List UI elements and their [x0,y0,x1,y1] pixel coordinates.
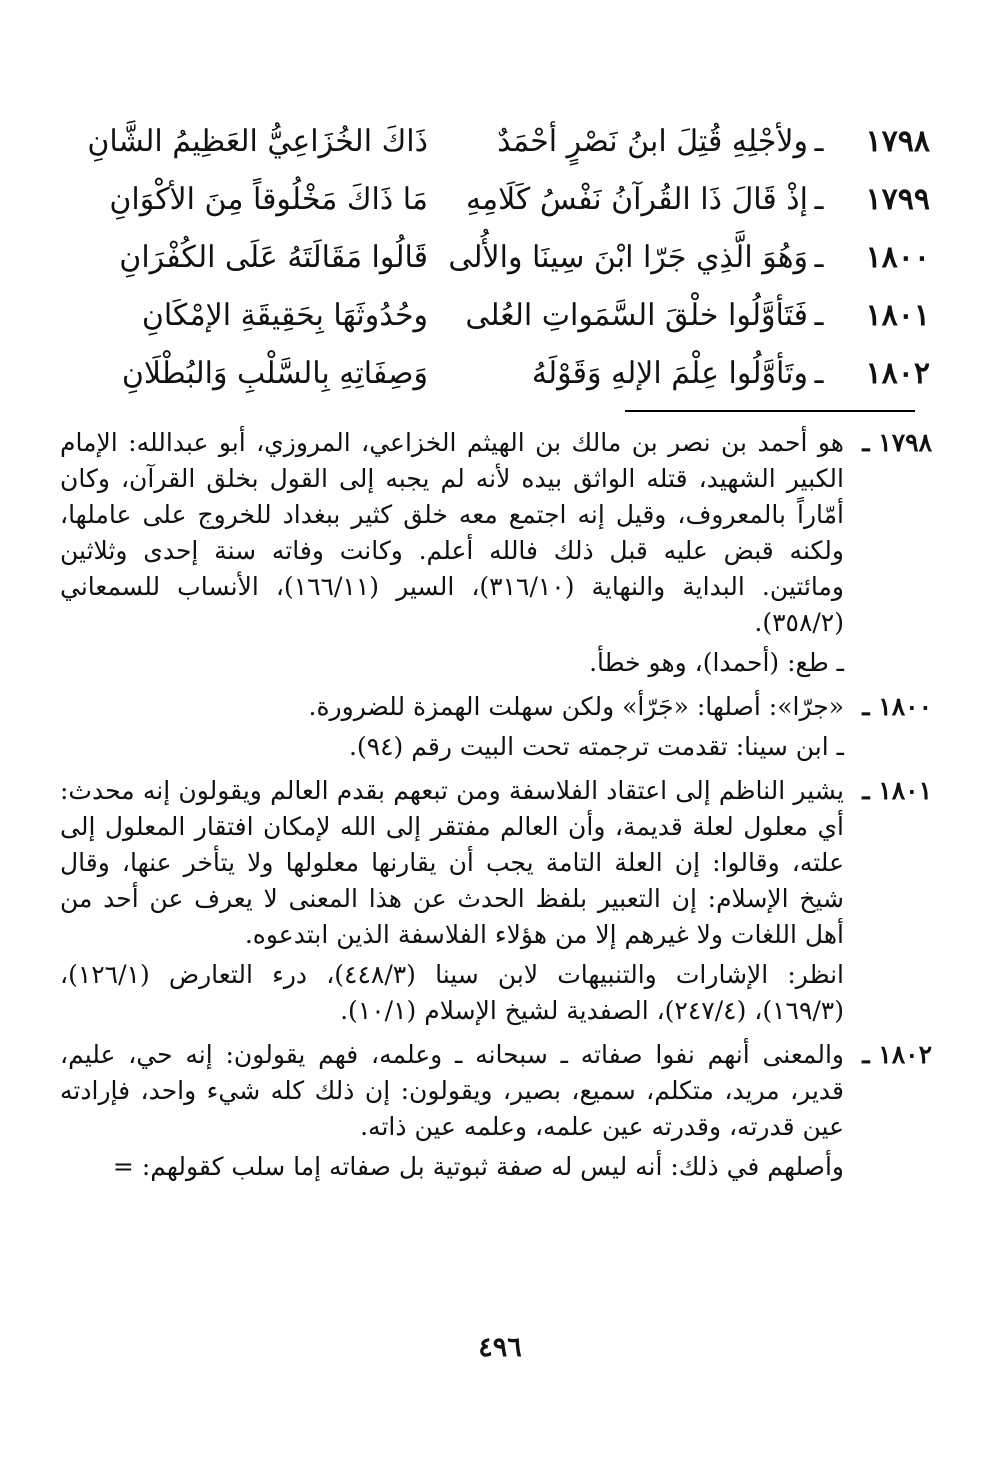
verse-second-hemistich: ذَاكَ الخُزَاعِيُّ العَظِيمُ الشَّانِ [87,123,428,159]
footnote: ١٨٠١ ـ يشير الناظم إلى اعتقاد الفلاسفة ومن تبعهم بقدم العالم ويقولون إنه محدث: أي معلول لعلة قديمة، وأن العالم مفتقر إلى الله لإمكان افتقار المعلول إلى علته، وقالوا: إن العلة التامة يجب أن يقارنها معلولها ولا يتأخر عنها، وقال شيخ الإسلام: إن التعبير بلفظ الحدث عن هذا المعنى لا يعرف عن أحد من أهل اللغات ولا غيرهم إلا من هؤلاء الفلاسفة الذين ابتدعوه. انظر: الإشارات والتنبيهات لابن سينا (٤٤٨/٣)، درء التعارض (١٢٦/١)، (١٦٩/٣)، (٢٤٧/٤)، الصفدية لشيخ الإسلام (١٠/١). [60,773,932,1033]
poem-verses [50,112,930,402]
footnote: ١٨٠٢ ـ والمعنى أنهم نفوا صفاته ـ سبحانه ـ وعلمه، فهم يقولون: إنه حي، عليم، قدير، مريد، متكلم، سميع، بصير، ويقولون: إن ذلك كله شيء واحد، فإرادته عين قدرته، وقدرته عين علمه، وعلمه عين ذاته. وأصلهم في ذلك: أنه ليس له صفة ثبوتية بل صفاته إما سلب كقولهم: = [60,1037,932,1189]
footnote: ١٧٩٨ ـ هو أحمد بن نصر بن مالك بن الهيثم الخزاعي، المروزي، أبو عبدالله: الإمام الكبير الشهيد، قتله الواثق بيده لأنه لم يجبه إلى القول بخلق القرآن، وكان أمّاراً بالمعروف، وقيل إنه اجتمع معه خلق كثير ببغداد للخروج على عاملها، ولكنه قبض عليه قبل ذلك فالله أعلم. وكانت وفاته سنة إحدى وثلاثين ومائتين. البداية والنهاية (٣١٦/١٠)، السير (١٦٦/١١)، الأنساب للسمعاني (٣٥٨/٢). ـ طع: (أحمدا)، وهو خطأ. [60,425,932,685]
footnote-body [60,689,844,769]
verse-line [50,112,930,170]
verse-first-hemistich: وتَأوَّلُوا عِلْمَ الإلهِ وَقَوْلَهُ [531,355,808,391]
verse-line [50,228,930,286]
verse-second-hemistich: وَصِفَاتِهِ بِالسَّلْبِ وَالبُطْلَانِ [121,355,428,391]
footnotes [60,425,932,1193]
verse-number: ١٧٩٩ [865,181,930,217]
footnote-number: ١٧٩٨ [878,428,932,457]
verse-dash: ـ [814,123,824,159]
footnote-number: ١٨٠١ [878,776,932,805]
verse-second-hemistich: مَا ذَاكَ مَخْلُوقاً مِنَ الأكْوَانِ [109,181,428,217]
footnote-paragraph: يشير الناظم إلى اعتقاد الفلاسفة ومن تبعهم بقدم العالم ويقولون إنه محدث: أي معلول لعلة قديمة، وأن العالم مفتقر إلى الله لإمكان افتقار المعلول إلى علته، وقالوا: إن العلة التامة يجب أن يقارنها معلولها ولا يتأخر عنها، وقال شيخ الإسلام: إن التعبير بلفظ الحدث عن هذا المعنى لا يعرف عن أحد من أهل اللغات ولا غيرهم إلا من هؤلاء الفلاسفة الذين ابتدعوه. [60,776,844,949]
footnote-paragraph: ـ طع: (أحمدا)، وهو خطأ. [589,648,844,677]
verse-first-hemistich: ولأجْلِهِ قُتِلَ ابنُ نَصْرٍ أحْمَدٌ [497,123,808,159]
footnote-paragraph: وأصلهم في ذلك: أنه ليس له صفة ثبوتية بل صفاته إما سلب كقولهم: = [112,1152,844,1181]
page-number: ٤٩٦ [478,1332,522,1363]
footnote-body [60,425,844,685]
footnote: ١٨٠٠ ـ «جرّا»: أصلها: «جَرّأ» ولكن سهلت الهمزة للضرورة. ـ ابن سينا: تقدمت ترجمته تحت البيت رقم (٩٤). [60,689,932,769]
footnote-number: ١٨٠٢ [878,1040,932,1069]
verse-line [50,344,930,402]
footnote-paragraph: هو أحمد بن نصر بن مالك بن الهيثم الخزاعي، المروزي، أبو عبدالله: الإمام الكبير الشهيد، قتله الواثق بيده لأنه لم يجبه إلى القول بخلق القرآن، وكان أمّاراً بالمعروف، وقيل إنه اجتمع معه خلق كثير ببغداد للخروج على عاملها، ولكنه قبض عليه قبل ذلك فالله أعلم. وكانت وفاته سنة إحدى وثلاثين ومائتين. البداية والنهاية (٣١٦/١٠)، السير (١٦٦/١١)، الأنساب للسمعاني (٣٥٨/٢). [60,428,844,637]
verse-number: ١٨٠٠ [865,239,930,275]
verse-first-hemistich: فَتَأوَّلُوا خلْقَ السَّمَواتِ العُلى [465,297,808,333]
footnote-paragraph: والمعنى أنهم نفوا صفاته ـ سبحانه ـ وعلمه، فهم يقولون: إنه حي، عليم، قدير، مريد، متكلم، سميع، بصير، ويقولون: إن ذلك كله شيء واحد، فإرادته عين قدرته، وقدرته عين علمه، وعلمه عين ذاته. [60,1040,844,1141]
footnote-separator [625,410,915,412]
verse-dash: ـ [814,239,824,275]
verse-dash: ـ [814,355,824,391]
verse-number: ١٧٩٨ [865,123,930,159]
verse-dash: ـ [814,181,824,217]
verse-number: ١٨٠١ [865,297,930,333]
verse-line [50,286,930,344]
verse-first-hemistich: وَهُوَ الَّذِي جَرّا ابْنَ سِينَا والأُلى [448,239,808,275]
verse-line [50,170,930,228]
verse-second-hemistich: وحُدُوثَهَا بِحَقِيقَةِ الإمْكَانِ [141,297,428,333]
footnote-body [60,1037,844,1189]
footnote-body [60,773,844,1033]
verse-dash: ـ [814,297,824,333]
footnote-paragraph: «جرّا»: أصلها: «جَرّأ» ولكن سهلت الهمزة للضرورة. [308,692,844,721]
verse-second-hemistich: قَالُوا مَقَالَتَهُ عَلَى الكُفْرَانِ [119,239,428,275]
footnote-number: ١٨٠٠ [878,692,932,721]
verse-first-hemistich: إذْ قَالَ ذَا القُرآنُ نَفْسُ كَلَامِهِ [465,181,808,217]
footnote-paragraph: انظر: الإشارات والتنبيهات لابن سينا (٤٤٨/٣)، درء التعارض (١٢٦/١)، (١٦٩/٣)، (٢٤٧/٤)، الصفدية لشيخ الإسلام (١٠/١). [60,960,844,1025]
verse-number: ١٨٠٢ [865,355,930,391]
footnote-paragraph: ـ ابن سينا: تقدمت ترجمته تحت البيت رقم (٩٤). [348,732,844,761]
